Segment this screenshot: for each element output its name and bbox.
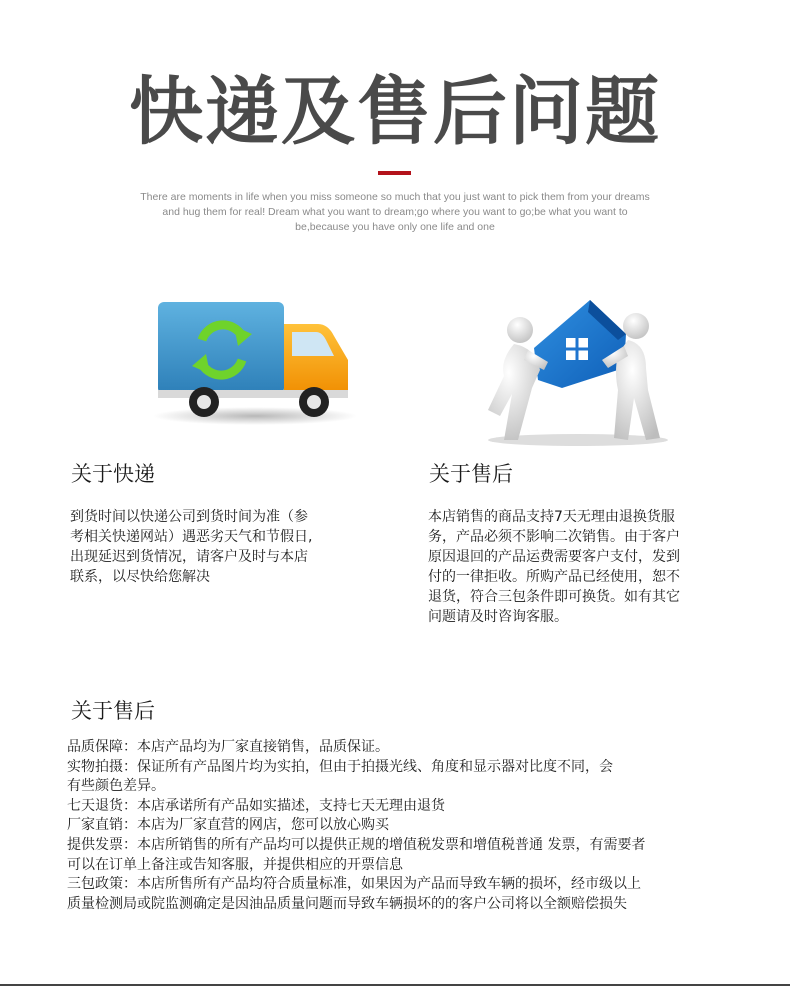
policy-line: 三包政策：本店所售所有产品均符合质量标准，如果因为产品而导致车辆的损坏，经市级以上 bbox=[67, 876, 641, 893]
delivery-truck-icon bbox=[150, 298, 360, 430]
policy-line: 有些颜色差异。 bbox=[67, 778, 165, 795]
policy-line: 提供发票：本店所销售的所有产品均可以提供正规的增值税发票和增值税普通 发票，有需要者 bbox=[67, 836, 646, 853]
shipping-line: 考相关快递网站）遇恶劣天气和节假日, bbox=[70, 529, 313, 545]
title-accent-bar bbox=[378, 171, 411, 175]
shipping-line: 出现延迟到货情况，请客户及时与本店 bbox=[70, 549, 308, 565]
shipping-line: 联系，以尽快给您解决 bbox=[70, 569, 210, 585]
policy-line: 实物拍摄：保证所有产品图片均为实拍，但由于拍摄光线、角度和显示器对比度不同，会 bbox=[67, 758, 613, 775]
policy-line: 质量检测局或院监测确定是因油品质量问题而导致车辆损坏的的客户公司将以全额赔偿损失 bbox=[67, 895, 627, 912]
policy-list bbox=[67, 738, 727, 914]
shipping-heading: 关于快递 bbox=[71, 462, 155, 486]
aftersale-line: 付的一律拒收。所购产品已经使用，恕不 bbox=[428, 569, 680, 585]
aftersale-heading: 关于售后 bbox=[429, 462, 513, 486]
page-title: 快递及售后问题 bbox=[129, 69, 661, 155]
aftersale-line: 问题请及时咨询客服。 bbox=[428, 609, 568, 625]
aftersale-line: 本店销售的商品支持7天无理由退换货服 bbox=[428, 509, 675, 525]
policy-line: 可以在订单上备注或告知客服，并提供相应的开票信息 bbox=[67, 856, 403, 873]
truck-wheel-rear bbox=[189, 387, 219, 417]
policy-heading: 关于售后 bbox=[71, 699, 155, 723]
page-subtitle: There are moments in life when you miss someone so much that you just want to pick them from your dreams and hug them for real! Dream what you want to dream;go where you want to go;be what you want to be,because you have only one life and one bbox=[140, 191, 650, 233]
shipping-paragraph bbox=[70, 507, 360, 587]
people-carrying-house-icon bbox=[478, 290, 678, 450]
aftersale-line: 原因退回的产品运费需要客户支付，发到 bbox=[428, 549, 680, 565]
aftersale-line: 退货，符合三包条件即可换货。如有其它 bbox=[428, 589, 680, 605]
policy-line: 品质保障：本店产品均为厂家直接销售，品质保证。 bbox=[67, 739, 389, 755]
truck-wheel-front bbox=[299, 387, 329, 417]
shipping-line: 到货时间以快递公司到货时间为准（参 bbox=[70, 509, 308, 525]
policy-line: 七天退货：本店承诺所有产品如实描述，支持七天无理由退货 bbox=[67, 797, 445, 814]
policy-line: 厂家直销：本店为厂家直营的网店，您可以放心购买 bbox=[67, 817, 389, 834]
aftersale-line: 务，产品必须不影响二次销售。由于客户 bbox=[428, 529, 680, 545]
aftersale-paragraph bbox=[428, 507, 728, 627]
